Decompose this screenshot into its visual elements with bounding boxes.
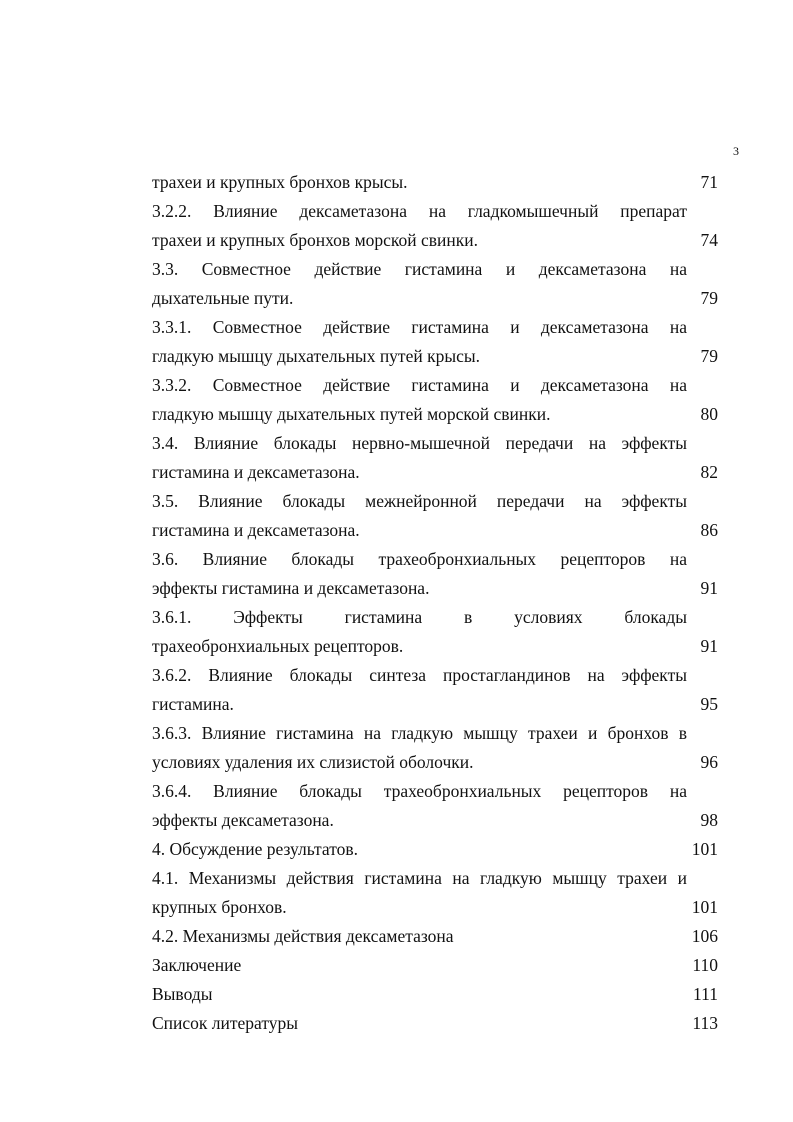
toc-entry-text: 3.2.2. Влияние дексаметазона на гладкомышечный препарат bbox=[152, 201, 687, 221]
toc-page-number: 79 bbox=[700, 346, 718, 366]
toc-entry-text: 4.1. Механизмы действия гистамина на гладкую мышцу трахеи и bbox=[152, 868, 687, 888]
toc-entry-line bbox=[152, 545, 718, 574]
toc-entry-text: 3.3. Совместное действие гистамина и дексаметазона на bbox=[152, 259, 687, 279]
toc-page-number: 80 bbox=[700, 404, 718, 424]
toc-page-number: 79 bbox=[700, 288, 718, 308]
toc-entry-last-line bbox=[152, 284, 718, 313]
toc-entry-text: трахеи и крупных бронхов крысы. bbox=[152, 172, 408, 192]
toc-entry bbox=[152, 429, 718, 487]
toc-page-number: 91 bbox=[700, 636, 718, 656]
toc-entry-last-line bbox=[152, 574, 718, 603]
toc-entry-text: 3.6.4. Влияние блокады трахеобронхиальных рецепторов на bbox=[152, 781, 687, 801]
toc-entry-text: 4.2. Механизмы действия дексаметазона bbox=[152, 926, 454, 946]
toc-entry bbox=[152, 980, 718, 1009]
toc-entry-text: гладкую мышцу дыхательных путей морской свинки. bbox=[152, 404, 551, 424]
toc-entry-text: трахеи и крупных бронхов морской свинки. bbox=[152, 230, 479, 250]
toc-entry-text: гистамина и дексаметазона. bbox=[152, 462, 360, 482]
toc-entry bbox=[152, 371, 718, 429]
toc-entry-last-line bbox=[152, 690, 718, 719]
toc-entry bbox=[152, 864, 718, 922]
toc-page-number: 110 bbox=[692, 955, 718, 975]
toc-page-number: 101 bbox=[691, 897, 718, 917]
toc-entry-last-line bbox=[152, 400, 718, 429]
toc-entry bbox=[152, 197, 718, 255]
toc-entry bbox=[152, 951, 718, 980]
toc-page-number: 96 bbox=[700, 752, 718, 772]
toc-entry-text: 3.6.2. Влияние блокады синтеза простагландинов на эффекты bbox=[152, 665, 687, 685]
toc-entry bbox=[152, 255, 718, 313]
toc-entry bbox=[152, 313, 718, 371]
page-number: 3 bbox=[733, 144, 739, 158]
toc-entry-last-line bbox=[152, 458, 718, 487]
table-of-contents bbox=[152, 168, 718, 1038]
toc-page-number: 101 bbox=[691, 839, 718, 859]
toc-entry-text: 3.6.1. Эффекты гистамина в условиях блокады bbox=[152, 607, 687, 627]
toc-entry-text: крупных бронхов. bbox=[152, 897, 287, 917]
toc-entry-last-line bbox=[152, 516, 718, 545]
toc-entry bbox=[152, 661, 718, 719]
toc-entry-last-line bbox=[152, 951, 718, 980]
toc-entry-text: Заключение bbox=[152, 955, 242, 975]
toc-entry-line bbox=[152, 603, 718, 632]
toc-entry-text: Список литературы bbox=[152, 1013, 299, 1033]
toc-entry bbox=[152, 545, 718, 603]
toc-entry-last-line bbox=[152, 342, 718, 371]
toc-entry-line bbox=[152, 864, 718, 893]
toc-entry-line bbox=[152, 255, 718, 284]
toc-page-number: 106 bbox=[691, 926, 718, 946]
toc-entry-last-line bbox=[152, 893, 718, 922]
toc-entry-text: 3.3.1. Совместное действие гистамина и дексаметазона на bbox=[152, 317, 687, 337]
toc-entry-line bbox=[152, 661, 718, 690]
toc-entry-text: дыхательные пути. bbox=[152, 288, 294, 308]
toc-entry-text: условиях удаления их слизистой оболочки. bbox=[152, 752, 474, 772]
toc-entry-last-line bbox=[152, 922, 718, 951]
toc-page-number: 111 bbox=[693, 984, 718, 1004]
toc-entry bbox=[152, 168, 718, 197]
toc-entry-last-line bbox=[152, 835, 718, 864]
toc-entry-text: 3.3.2. Совместное действие гистамина и дексаметазона на bbox=[152, 375, 687, 395]
toc-page-number: 91 bbox=[700, 578, 718, 598]
toc-entry-last-line bbox=[152, 632, 718, 661]
toc-entry-line bbox=[152, 429, 718, 458]
toc-entry-text: эффекты дексаметазона. bbox=[152, 810, 334, 830]
toc-entry bbox=[152, 719, 718, 777]
toc-entry-line bbox=[152, 719, 718, 748]
toc-entry-text: 3.4. Влияние блокады нервно-мышечной передачи на эффекты bbox=[152, 433, 687, 453]
toc-entry-last-line bbox=[152, 806, 718, 835]
toc-entry-last-line bbox=[152, 1009, 718, 1038]
toc-page-number: 113 bbox=[692, 1013, 718, 1033]
toc-entry-last-line bbox=[152, 168, 718, 197]
toc-page-number: 71 bbox=[700, 172, 718, 192]
toc-entry-text: 3.6.3. Влияние гистамина на гладкую мышцу трахеи и бронхов в bbox=[152, 723, 687, 743]
toc-entry bbox=[152, 1009, 718, 1038]
toc-entry-last-line bbox=[152, 980, 718, 1009]
toc-entry-line bbox=[152, 313, 718, 342]
toc-entry bbox=[152, 603, 718, 661]
toc-entry-line bbox=[152, 487, 718, 516]
toc-entry-text: 4. Обсуждение результатов. bbox=[152, 839, 359, 859]
toc-entry-text: 3.5. Влияние блокады межнейронной передачи на эффекты bbox=[152, 491, 687, 511]
toc-entry-line bbox=[152, 371, 718, 400]
toc-entry bbox=[152, 777, 718, 835]
toc-entry-last-line bbox=[152, 226, 718, 255]
toc-page-number: 98 bbox=[700, 810, 718, 830]
toc-page-number: 82 bbox=[700, 462, 718, 482]
toc-entry-text: эффекты гистамина и дексаметазона. bbox=[152, 578, 430, 598]
toc-entry-text: трахеобронхиальных рецепторов. bbox=[152, 636, 404, 656]
toc-entry-text: гистамина и дексаметазона. bbox=[152, 520, 360, 540]
toc-entry-text: гистамина. bbox=[152, 694, 234, 714]
toc-entry-text: 3.6. Влияние блокады трахеобронхиальных рецепторов на bbox=[152, 549, 687, 569]
toc-page-number: 95 bbox=[700, 694, 718, 714]
toc-entry-text: гладкую мышцу дыхательных путей крысы. bbox=[152, 346, 480, 366]
toc-entry-line bbox=[152, 197, 718, 226]
toc-page-number: 86 bbox=[700, 520, 718, 540]
toc-entry-last-line bbox=[152, 748, 718, 777]
toc-entry bbox=[152, 487, 718, 545]
toc-entry bbox=[152, 922, 718, 951]
toc-entry-text: Выводы bbox=[152, 984, 213, 1004]
toc-entry-line bbox=[152, 777, 718, 806]
toc-entry bbox=[152, 835, 718, 864]
toc-page-number: 74 bbox=[700, 230, 718, 250]
